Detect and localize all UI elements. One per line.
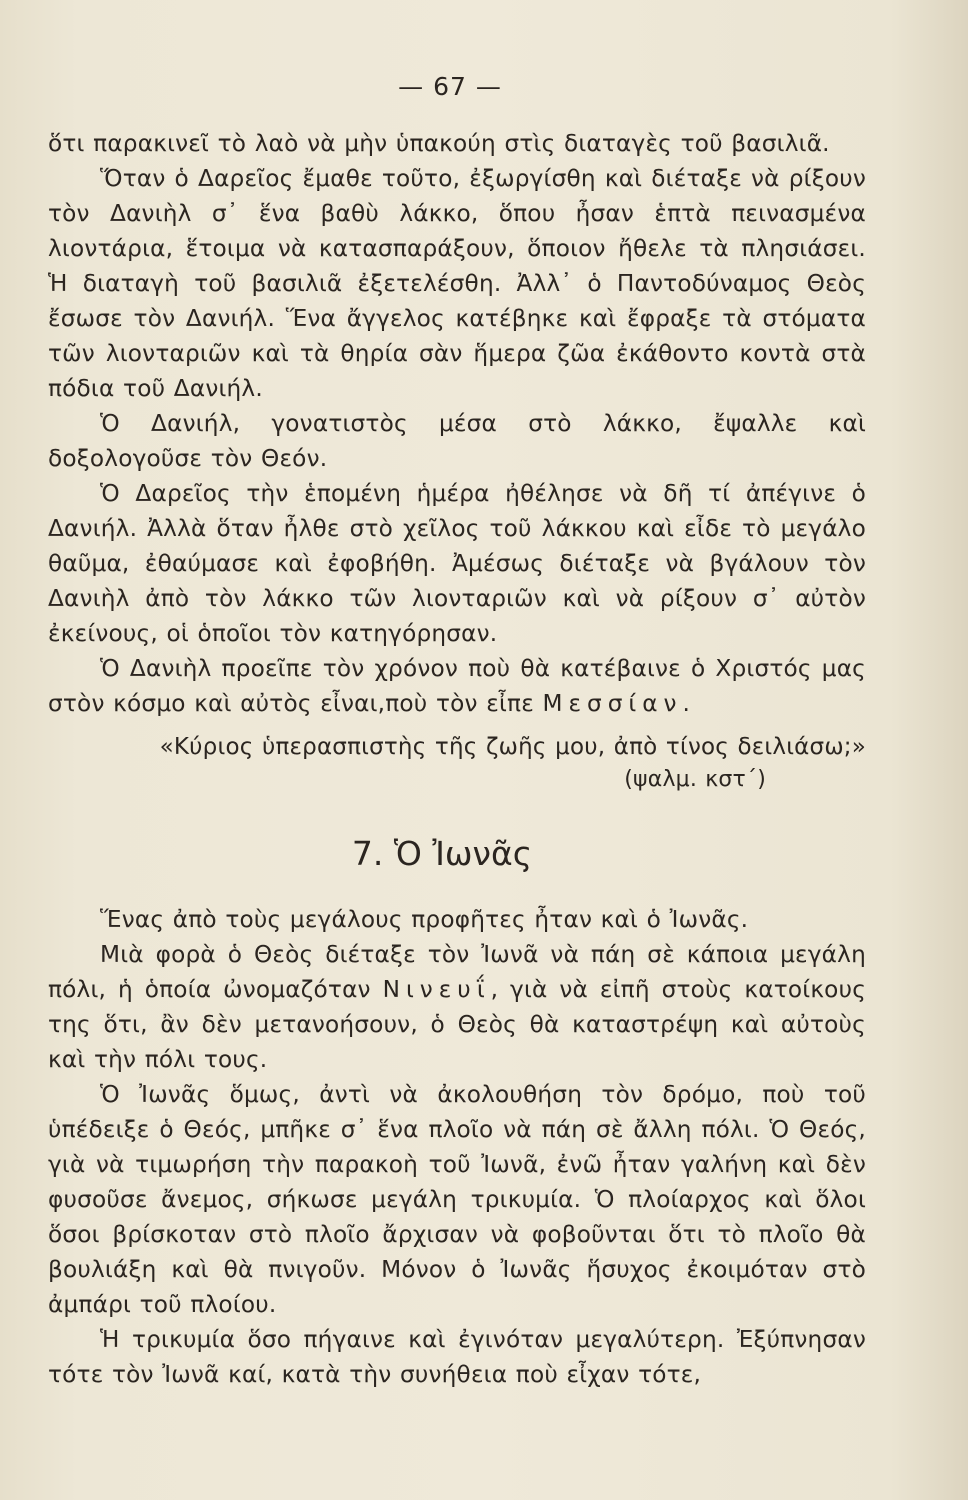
section-title: 7. Ὁ Ἰωνᾶς — [351, 834, 533, 873]
paragraph: Ὁ Δαρεῖος τὴν ἑπομένη ἡμέρα ἠθέλησε νὰ δῆ τί ἀπέγινε ὁ Δανιήλ. Ἀλλὰ ὅταν ἦλθε στὸ χεῖλος τοῦ λάκκου καὶ εἶδε τὸ μεγάλο θαῦμα, ἐθαύμασε καὶ ἐφοβήθη. Ἀμέσως διέταξε νὰ βγάλουν τὸν Δανιὴλ ἀπὸ τὸν λάκκο τῶν λιονταριῶν καὶ νὰ ρίξουν σ᾽ αὐτὸν ἐκείνους, οἱ ὁποῖοι τὸν κατηγόρησαν. — [48, 480, 866, 647]
spaced-word: Μεσσίαν — [542, 690, 683, 717]
paragraph: Ὁ Ἰωνᾶς ὅμως, ἀντὶ νὰ ἀκολουθήση τὸν δρόμο, ποὺ τοῦ ὑπέδειξε ὁ Θεός, μπῆκε σ᾽ ἕνα πλοῖο νὰ πάη σὲ ἄλλη πόλι. Ὁ Θεός, γιὰ νὰ τιμωρήση τὴν παρακοὴ τοῦ Ἰωνᾶ, ἐνῶ ἦταν γαλήνη καὶ δὲν φυσοῦσε ἄνεμος, σήκωσε μεγάλη τρικυμία. Ὁ πλοίαρχος καὶ ὅλοι ὅσοι βρίσκοταν στὸ πλοῖο ἄρχισαν νὰ φοβοῦνται ὅτι τὸ πλοῖο θὰ βουλιάξη καὶ θὰ πνιγοῦν. Μόνον ὁ Ἰωνᾶς ἥσυχος ἐκοιμόταν στὸ ἀμπάρι τοῦ πλοίου. — [48, 1081, 866, 1318]
spaced-word: Νινευΐ — [382, 976, 491, 1003]
text-run: , γιὰ νὰ εἰπῆ στοὺς κατοίκους της ὅτι, ἂν δὲν μετανοήσουν, ὁ Θεὸς θὰ καταστρέψη καὶ αὐτοὺς καὶ τὴν πόλι τους. — [48, 976, 866, 1073]
text-run: . — [682, 690, 691, 717]
paragraph: Ὁ Δανιήλ, γονατιστὸς μέσα στὸ λάκκο, ἔψαλλε καὶ δοξολογοῦσε τὸν Θεόν. — [48, 410, 866, 472]
paragraph: Ἡ τρικυμία ὅσο πήγαινε καὶ ἐγινόταν μεγαλύτερη. Ἐξύπνησαν τότε τὸν Ἰωνᾶ καί, κατὰ τὴν συνήθεια ποὺ εἶχαν τότε, — [48, 1326, 866, 1388]
paragraph: Ἕνας ἀπὸ τοὺς μεγάλους προφῆτες ἦταν καὶ ὁ Ἰωνᾶς. — [100, 906, 749, 933]
text-run: Ὁ Δανιὴλ προεῖπε τὸν χρόνον ποὺ θὰ κατέβαινε ὁ Χριστός μας στὸν κόσμο καὶ αὐτὸς εἶναι,ποὺ τὸν εἶπε — [48, 655, 866, 717]
paragraph: ὅτι παρακινεῖ τὸ λαὸ νὰ μὴν ὑπακούη στὶς διαταγὲς τοῦ βασιλιᾶ. — [48, 130, 830, 157]
paragraph-messiah — [48, 651, 866, 721]
psalm-quote: «Κύριος ὑπερασπιστὴς τῆς ζωῆς μου, ἀπὸ τίνος δειλιάσω;» — [159, 734, 866, 760]
paragraph-nineveh — [48, 937, 866, 1077]
page-text — [48, 126, 866, 1392]
psalm-reference: (ψαλμ. κστ΄) — [624, 767, 766, 792]
paragraph: Ὅταν ὁ Δαρεῖος ἔμαθε τοῦτο, ἐξωργίσθη καὶ διέταξε νὰ ρίξουν τὸν Δανιὴλ σ᾽ ἕνα βαθὺ λάκκο, ὅπου ἦσαν ἑπτὰ πεινασμένα λιοντάρια, ἕτοιμα νὰ κατασπαράξουν, ὅποιον ἤθελε τὰ πλησιάσει. Ἡ διαταγὴ τοῦ βασιλιᾶ ἐξετελέσθη. Ἀλλ᾽ ὁ Παντοδύναμος Θεὸς ἔσωσε τὸν Δανιήλ. Ἕνα ἄγγελος κατέβηκε καὶ ἔφραξε τὰ στόματα τῶν λιονταριῶν καὶ τὰ θηρία σὰν ἥμερα ζῶα ἐκάθοντο κοντὰ στὰ πόδια τοῦ Δανιήλ. — [48, 165, 866, 402]
text-run: Μιὰ φορὰ ὁ Θεὸς διέταξε τὸν Ἰωνᾶ νὰ πάη σὲ κάποια μεγάλη πόλι, ἡ ὁποία ὠνομαζόταν — [48, 941, 866, 1003]
page-number: — 67 — — [398, 72, 502, 101]
